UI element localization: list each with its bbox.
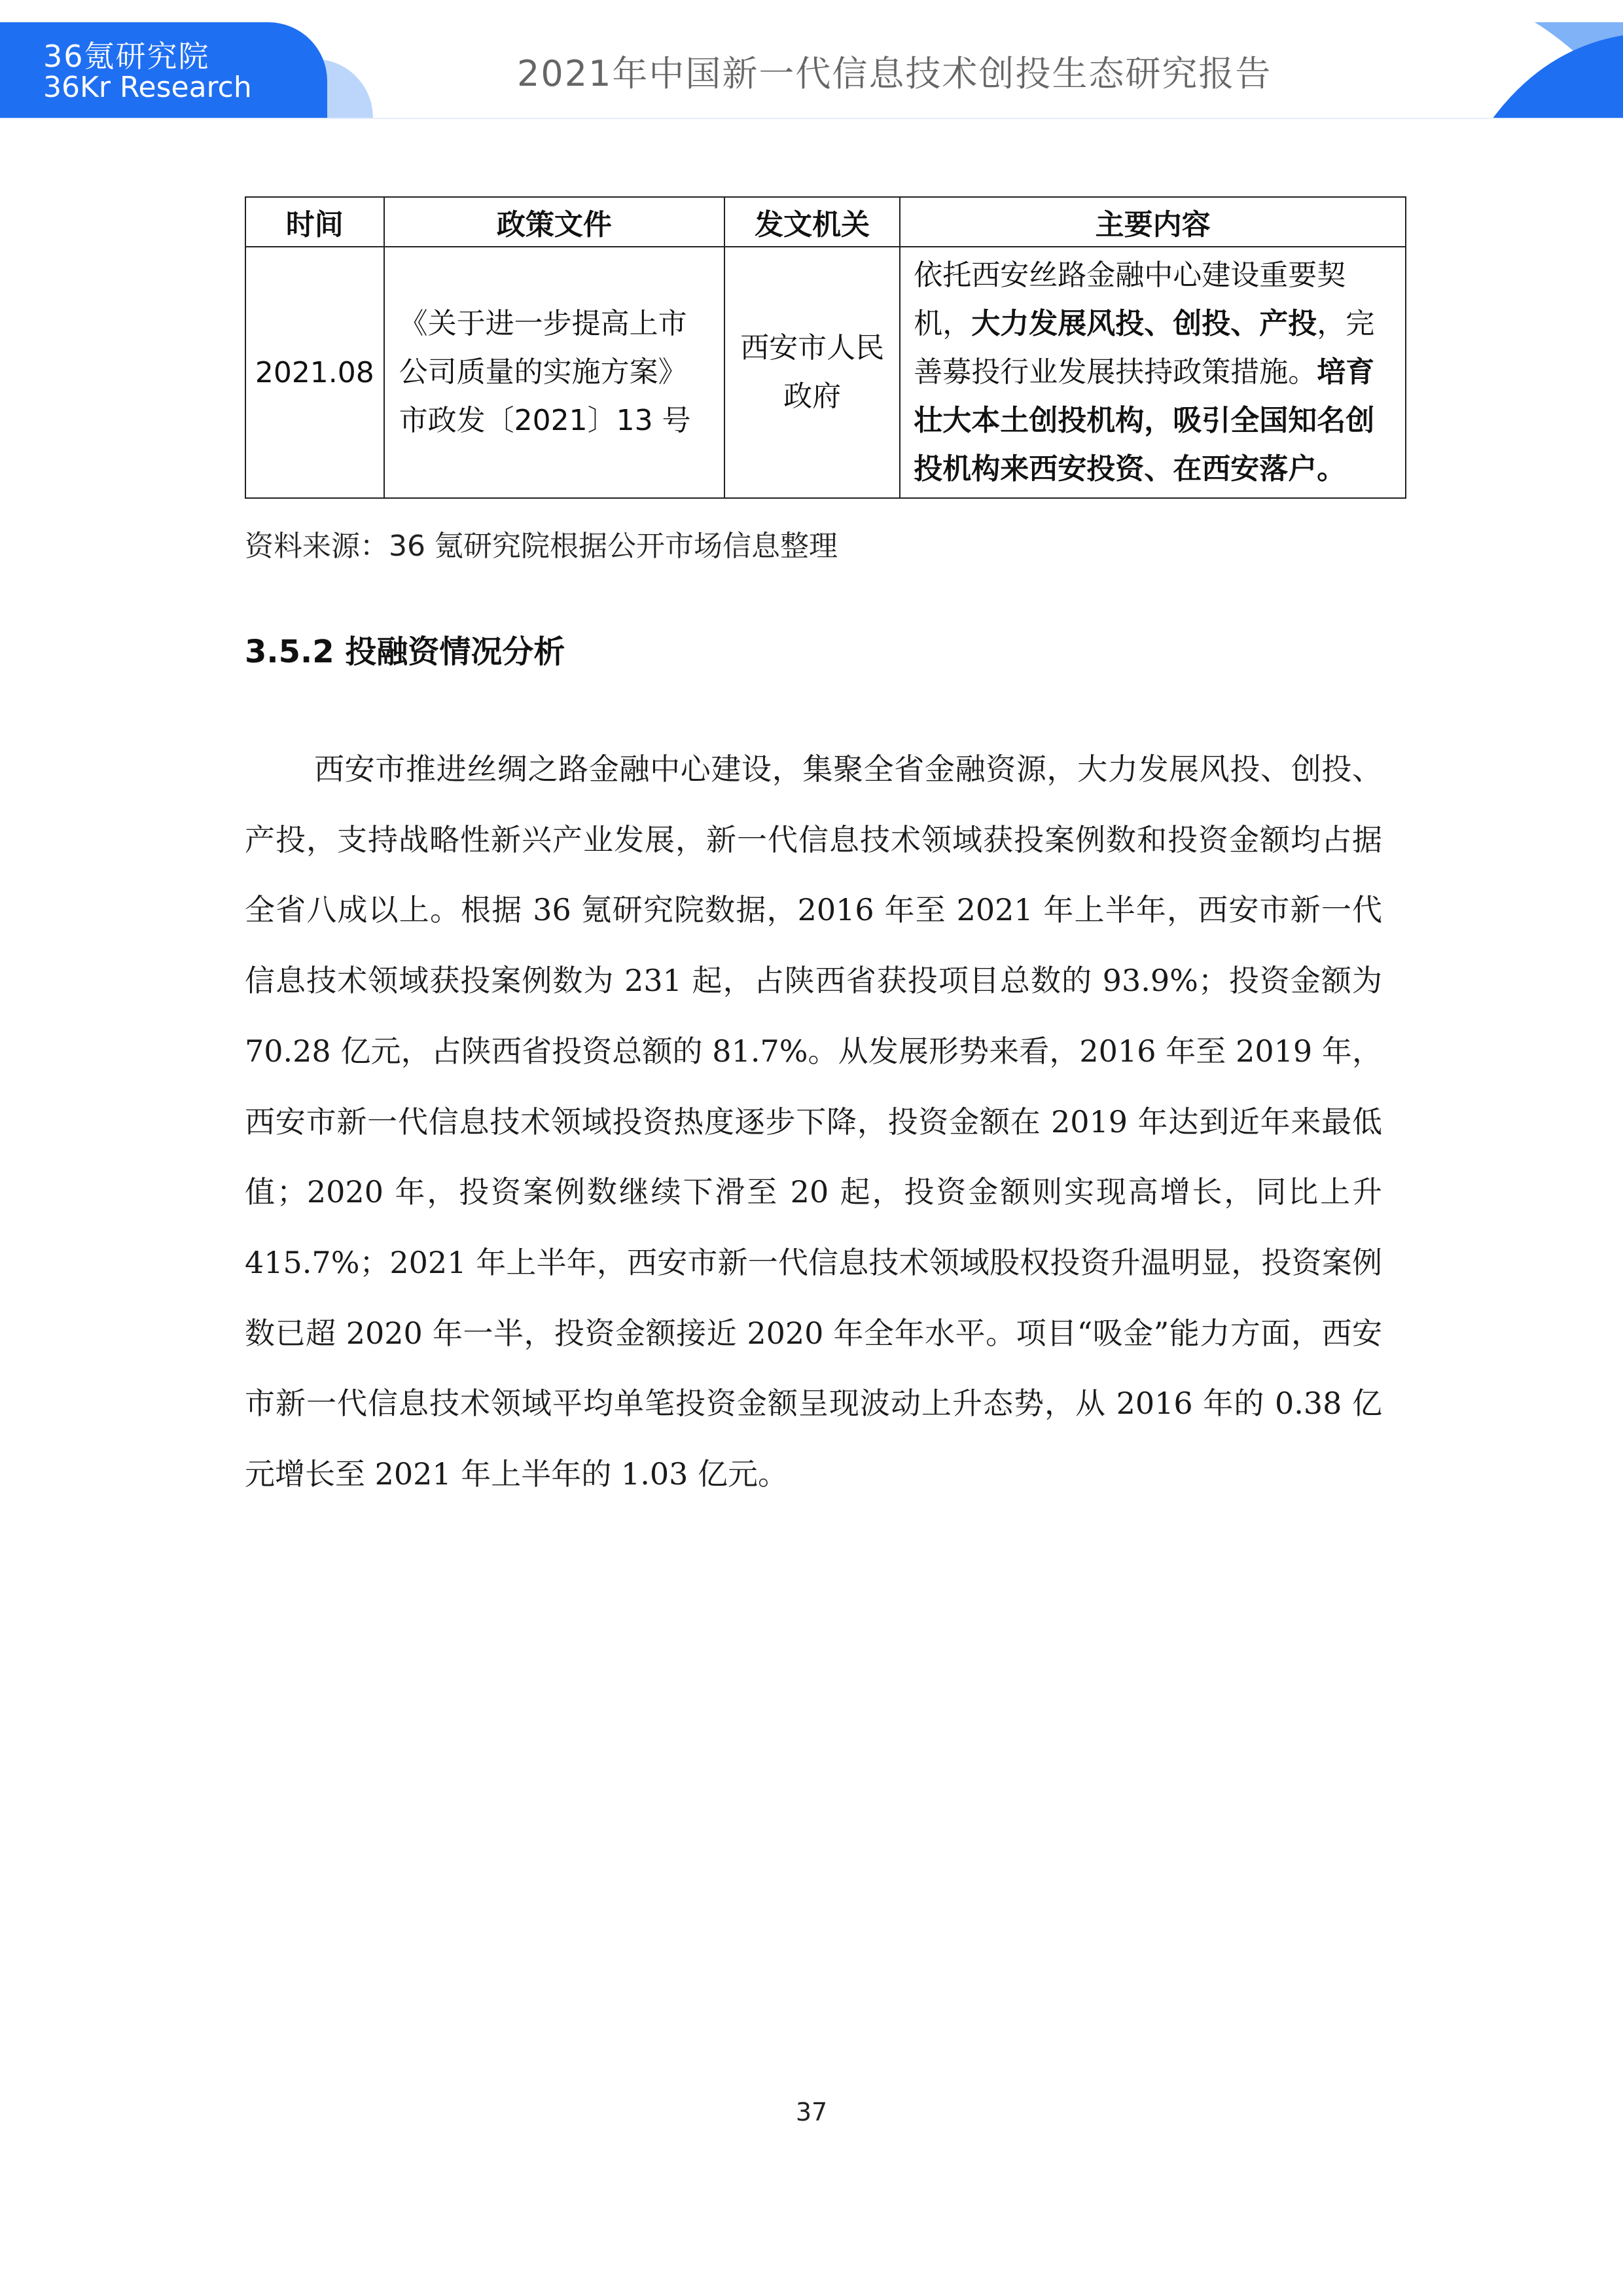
org-line: 西安市人民	[740, 331, 885, 365]
header-main-content: 主要内容	[900, 197, 1406, 247]
cell-main-content	[900, 247, 1406, 498]
header-policy-document: 政策文件	[384, 197, 724, 247]
content-bold-text: 大力发展风投、创投、产投	[971, 307, 1317, 340]
corner-decoration	[1472, 22, 1623, 119]
cell-time: 2021.08	[245, 247, 384, 498]
doc-line: 《关于进一步提高上市	[399, 307, 687, 340]
doc-line: 公司质量的实施方案》	[399, 355, 687, 389]
header-issuing-authority: 发文机关	[724, 197, 900, 247]
brand-name-en: 36Kr Research	[43, 71, 252, 104]
doc-line: 市政发〔2021〕13 号	[399, 404, 691, 437]
source-note: 资料来源：36 氪研究院根据公开市场信息整理	[245, 529, 838, 563]
policy-table	[245, 196, 1406, 499]
content-text: ，完善募投行业发展扶持政策措施。	[914, 307, 1375, 389]
content-text: 依托西安丝路金融中心建设重要契机，	[914, 259, 1346, 340]
table-row	[245, 247, 1406, 498]
org-line: 政府	[783, 380, 842, 413]
cell-issuing-authority	[724, 247, 900, 498]
cell-policy-document	[384, 247, 724, 498]
header-time: 时间	[245, 197, 384, 247]
brand-name-cn: 36氪研究院	[43, 39, 210, 74]
content-bold-text: 培育壮大本土创投机构，吸引全国知名创投机构来西安投资、在西安落户。	[914, 355, 1375, 486]
header-divider	[0, 118, 1623, 119]
body-paragraph: 西安市推进丝绸之路金融中心建设，集聚全省金融资源，大力发展风投、创投、产投，支持战略性新兴产业发展，新一代信息技术领域获投案例数和投资金额均占据全省八成以上。根据 36 氪研究院数据，2016 年至 2021 年上半年，西安市新一代信息技术领域获投案例数为 231 起，占陕西省获投项目总数的 93.9%；投资金额为 70.28 亿元，占陕西省投资总额的 81.7%。从发展形势来看，2016 年至 2019 年，西安市新一代信息技术领域投资热度逐步下降，投资金额在 2019 年达到近年来最低值；2020 年，投资案例数继续下滑至 20 起，投资金额则实现高增长，同比上升 415.7%；2021 年上半年，西安市新一代信息技术领域股权投资升温明显，投资案例数已超 2020 年一半，投资金额接近 2020 年全年水平。项目“吸金”能力方面，西安市新一代信息技术领域平均单笔投资金额呈现波动上升态势，从 2016 年的 0.38 亿元增长至 2021 年上半年的 1.03 亿元。	[245, 751, 1382, 1492]
page-header	[0, 0, 1623, 119]
section-heading: 3.5.2 投融资情况分析	[245, 634, 565, 670]
page-number: 37	[795, 2098, 828, 2126]
report-title: 2021年中国新一代信息技术创投生态研究报告	[517, 53, 1272, 94]
table-header-row	[245, 197, 1406, 247]
